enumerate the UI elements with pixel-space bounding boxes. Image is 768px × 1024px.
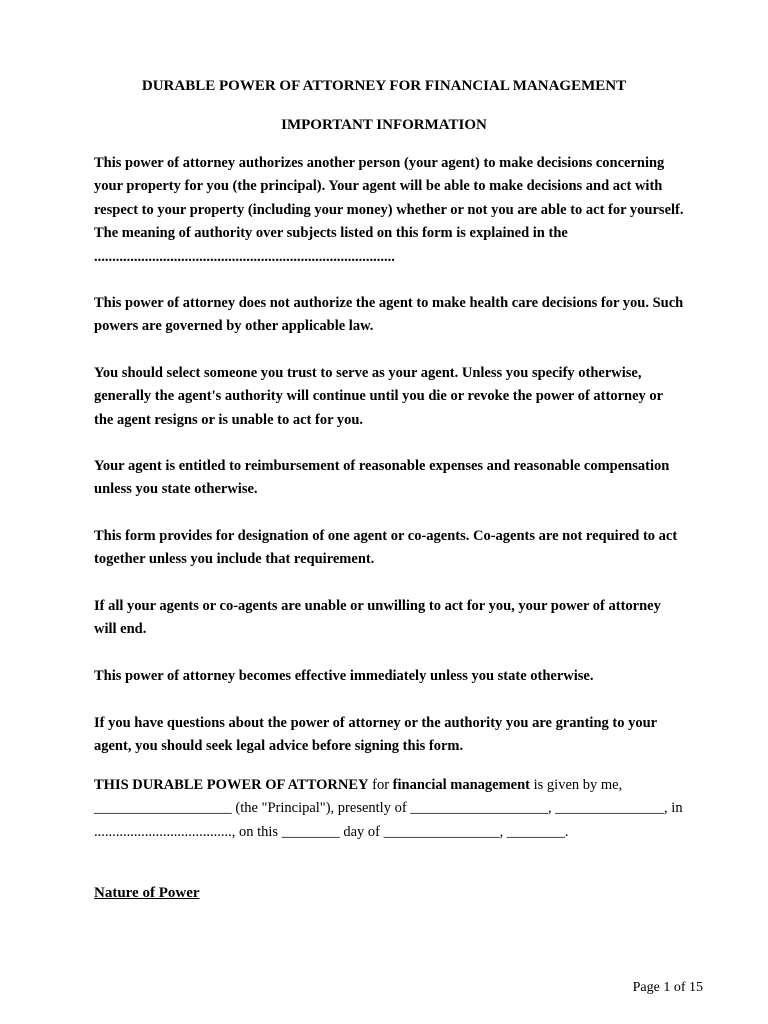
info-paragraph-agents-unable: If all your agents or co-agents are unable or unwilling to act for you, your power of attorney will end. [94, 598, 661, 638]
grant-lead: THIS DURABLE POWER OF ATTORNEY [94, 777, 369, 793]
page-number: Page 1 of 15 [632, 980, 703, 995]
grant-subject: financial management [392, 777, 530, 793]
info-paragraph-co-agents: This form provides for designation of one agent or co-agents. Co-agents are not required to act together unless you include that requirement. [94, 528, 678, 568]
grant-blanks: is given by me, ___________________ (the "Principal"), presently of ___________________, _______________, in ......................................, on this ________ day of ________________, ________. [94, 777, 683, 840]
grant-connector: for [368, 777, 393, 793]
document-title: DURABLE POWER OF ATTORNEY FOR FINANCIAL MANAGEMENT [141, 78, 627, 94]
grant-clause [94, 774, 694, 844]
info-paragraph-select-agent: You should select someone you trust to serve as your agent. Unless you specify otherwise, generally the agent's authority will continue until you die or revoke the power of attorney or the agent resigns or is unable to act for you. [94, 365, 663, 428]
info-paragraph-authorization: This power of attorney authorizes another person (your agent) to make decisions concerning your property for you (the principal). Your agent will be able to make decisions and act with respect to your property (including your money) whether or not you are able to act for yourself. The meaning of authority over subjects listed on this form is explained in the ................................................................................... [94, 155, 684, 265]
info-paragraph-health-care: This power of attorney does not authorize the agent to make health care decisions for you. Such powers are governed by other applicable law. [94, 295, 684, 335]
info-paragraph-reimbursement: Your agent is entitled to reimbursement of reasonable expenses and reasonable compensation unless you state otherwise. [94, 458, 670, 498]
info-paragraph-effective: This power of attorney becomes effective immediately unless you state otherwise. [94, 668, 594, 684]
document-subtitle: IMPORTANT INFORMATION [281, 117, 487, 133]
info-paragraph-legal-advice: If you have questions about the power of attorney or the authority you are granting to your agent, you should seek legal advice before signing this form. [94, 715, 657, 755]
section-heading-nature-of-power: Nature of Power [94, 885, 200, 901]
